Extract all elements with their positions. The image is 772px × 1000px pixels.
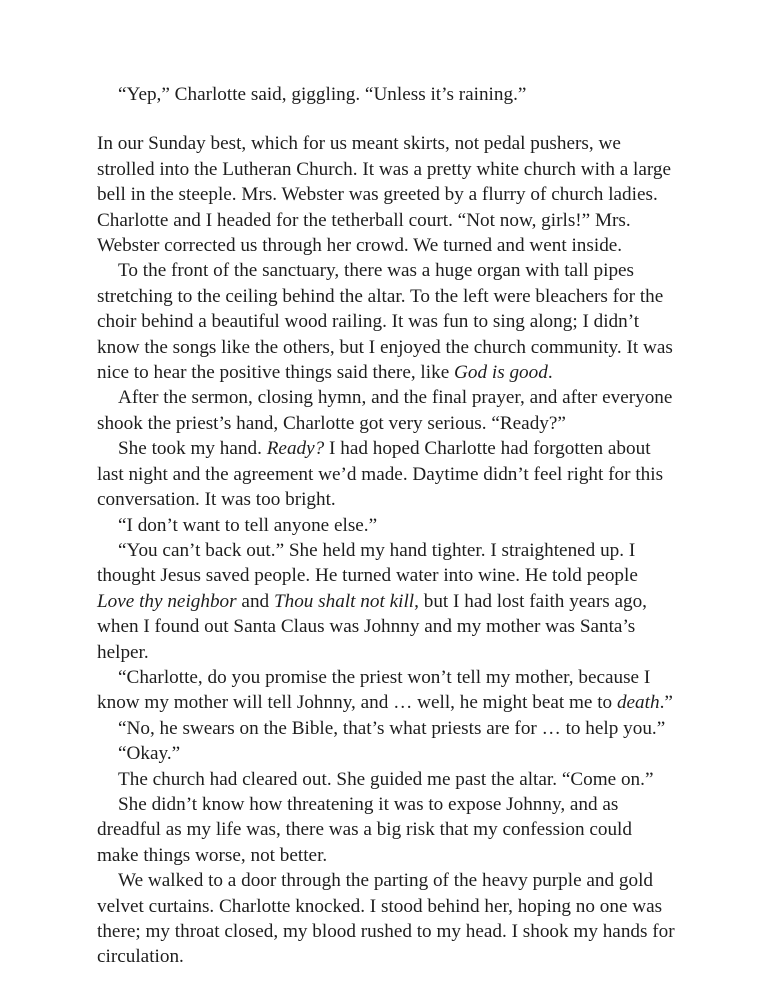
text-run: , but I had lost faith years ago, when I found out Santa Claus was Johnny and my mother was Santa’s helper.: [97, 590, 647, 663]
book-page-text: [97, 82, 675, 970]
text-run: “Okay.”: [118, 743, 181, 765]
paragraph-4: [97, 385, 675, 436]
text-run: “Yep,” Charlotte said, giggling. “Unless it’s raining.”: [118, 84, 527, 105]
italic-text: Thou shalt not kill: [273, 590, 415, 612]
text-run: In our Sunday best, which for us meant skirts, not pedal pushers, we strolled into the Lutheran Church. It was a pretty white church with a large bell in the steeple. Mrs. Webster was greeted by a flurry of church ladies. Charlotte and I headed for the tetherball court. “Not now, girls!” Mrs. Webster corrected us through her crowd. We turned and went inside.: [97, 133, 672, 257]
text-run: We walked to a door through the parting of the heavy purple and gold velvet curtains. Charlotte knocked. I stood behind her, hoping no one was there; my throat closed, my blood rushed to my head. I shook my hands for circulation.: [97, 870, 675, 968]
text-run: “You can’t back out.” She held my hand tighter. I straightened up. I thought Jesus saved people. He turned water into wine. He told people: [97, 539, 638, 587]
text-run: .: [547, 362, 553, 384]
text-run: .”: [659, 692, 673, 714]
paragraph-7: [97, 538, 675, 665]
paragraph-2: [97, 131, 675, 258]
italic-text: God is good: [454, 362, 548, 384]
paragraph-11: [97, 767, 675, 792]
text-run: To the front of the sanctuary, there was a huge organ with tall pipes stretching to the ceiling behind the altar. To the left were bleachers for the choir behind a beautiful wood railing. It was fun to sing along; I didn’t know the songs like the others, but I enjoyed the church community. It was nice to hear the positive things said there, like: [97, 260, 673, 384]
text-run: “I don’t want to tell anyone else.”: [118, 514, 378, 536]
paragraph-8: [97, 665, 675, 716]
paragraph-12: [97, 792, 675, 868]
text-run: She didn’t know how threatening it was to expose Johnny, and as dreadful as my life was, there was a big risk that my confession could make things worse, not better.: [97, 793, 632, 866]
text-run: She took my hand.: [118, 438, 267, 460]
italic-text: death: [616, 692, 660, 714]
text-run: “Charlotte, do you promise the priest won’t tell my mother, because I know my mother will tell Johnny, and … well, he might beat me to: [97, 666, 651, 714]
paragraph-9: [97, 716, 675, 741]
text-run: “No, he swears on the Bible, that’s what priests are for … to help you.”: [118, 717, 666, 739]
paragraph-10: [97, 741, 675, 766]
paragraph-5: [97, 436, 675, 512]
text-run: After the sermon, closing hymn, and the final prayer, and after everyone shook the priest’s hand, Charlotte got very serious. “Ready?”: [97, 387, 673, 434]
italic-text: Ready?: [266, 438, 325, 460]
paragraph-1: [97, 82, 675, 107]
italic-text: Love thy neighbor: [97, 590, 237, 612]
paragraph-6: [97, 513, 675, 538]
paragraph-3: [97, 258, 675, 385]
paragraph-13: [97, 868, 675, 970]
text-run: The church had cleared out. She guided me past the altar. “Come on.”: [118, 768, 654, 790]
text-run: and: [236, 590, 274, 612]
text-run: I had hoped Charlotte had forgotten about last night and the agreement we’d made. Daytime didn’t feel right for this conversation. It was too bright.: [97, 438, 664, 511]
